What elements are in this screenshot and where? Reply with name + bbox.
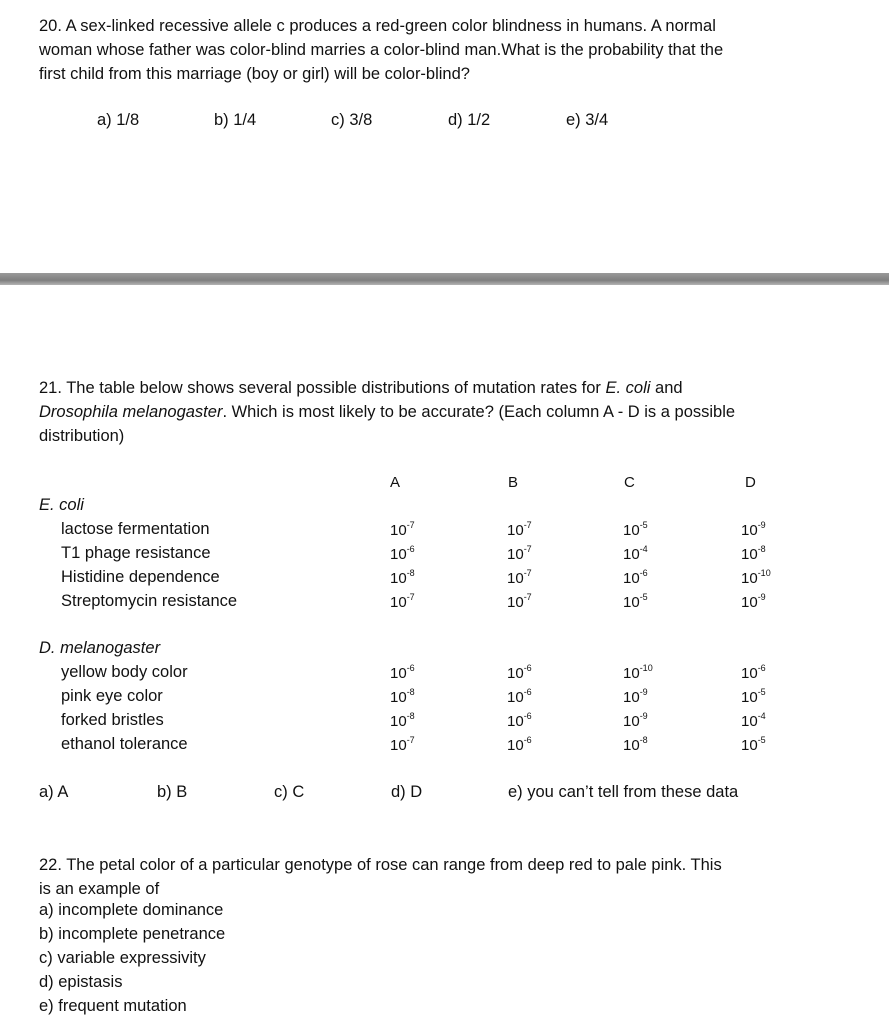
question-20-line-3: first child from this marriage (boy or girl) will be color-blind? — [39, 65, 470, 83]
group-title-ecoli: E. coli — [39, 496, 84, 514]
mutation-rate-cell — [741, 713, 766, 730]
rate-base: 10 — [741, 737, 758, 754]
question-22-line-2: is an example of — [39, 880, 160, 898]
q20-option-a: a) 1/8 — [97, 111, 140, 129]
rate-exponent: -8 — [757, 544, 766, 554]
rate-base: 10 — [623, 594, 640, 611]
rate-base: 10 — [741, 689, 758, 706]
rate-base: 10 — [623, 689, 640, 706]
rate-base: 10 — [741, 546, 758, 563]
rate-exponent: -4 — [639, 544, 648, 554]
rate-exponent: -9 — [639, 711, 648, 721]
rate-base: 10 — [623, 522, 640, 539]
q22-option-a: a) incomplete dominance — [39, 901, 224, 919]
q22-option-e: e) frequent mutation — [39, 997, 187, 1015]
q20-option-c: c) 3/8 — [331, 111, 373, 129]
mutation-rate-cell — [507, 522, 532, 539]
rate-base: 10 — [741, 665, 758, 682]
mutation-rate-cell — [390, 522, 415, 539]
question-20-line-1: 20. A sex-linked recessive allele c produces a red-green color blindness in humans. A normal — [39, 17, 716, 35]
question-20 — [39, 14, 723, 86]
question-20-line-2: woman whose father was color-blind marries a color-blind man.What is the probability that the — [39, 41, 724, 59]
rate-exponent: -8 — [406, 687, 415, 697]
mutation-rate-cell — [390, 546, 415, 563]
rate-base: 10 — [390, 594, 407, 611]
rate-base: 10 — [623, 570, 640, 587]
rate-exponent: -8 — [406, 568, 415, 578]
rate-base: 10 — [623, 665, 640, 682]
mutation-rate-cell — [390, 689, 415, 706]
q22-option-b: b) incomplete penetrance — [39, 925, 226, 943]
mutation-rate-cell — [507, 570, 532, 587]
rate-base: 10 — [507, 546, 524, 563]
mutation-rate-cell — [741, 546, 766, 563]
rate-exponent: -10 — [757, 568, 771, 578]
mutation-rate-cell — [741, 570, 771, 587]
rate-base: 10 — [623, 737, 640, 754]
mutation-rate-cell — [623, 594, 648, 611]
mutation-rate-cell — [507, 689, 532, 706]
q21-answer-a: a) A — [39, 783, 69, 801]
rate-base: 10 — [507, 594, 524, 611]
q21-text: and — [650, 379, 683, 397]
rate-exponent: -7 — [523, 520, 532, 530]
mutation-rate-cell — [507, 546, 532, 563]
rate-base: 10 — [741, 594, 758, 611]
mutation-rate-cell — [623, 713, 648, 730]
page-divider — [0, 273, 889, 285]
rate-base: 10 — [390, 689, 407, 706]
mutation-rate-cell — [507, 665, 532, 682]
rate-base: 10 — [390, 570, 407, 587]
q20-option-d: d) 1/2 — [448, 111, 491, 129]
mutation-rate-cell — [741, 689, 766, 706]
mutation-rate-cell — [741, 594, 766, 611]
q22-option-d: d) epistasis — [39, 973, 123, 991]
mutation-rate-cell — [390, 570, 415, 587]
rate-exponent: -6 — [406, 663, 415, 673]
q20-option-e: e) 3/4 — [566, 111, 609, 129]
rate-exponent: -6 — [523, 687, 532, 697]
mutation-rate-cell — [741, 665, 766, 682]
question-21-line-3: distribution) — [39, 427, 125, 445]
row-label: lactose fermentation — [61, 520, 210, 538]
rate-exponent: -5 — [757, 687, 766, 697]
rate-exponent: -6 — [757, 663, 766, 673]
rate-exponent: -7 — [406, 592, 415, 602]
group-title-drosophila: D. melanogaster — [39, 639, 161, 657]
mutation-rate-cell — [623, 665, 653, 682]
rate-exponent: -7 — [523, 592, 532, 602]
rate-exponent: -7 — [523, 544, 532, 554]
rate-base: 10 — [741, 713, 758, 730]
mutation-rate-cell — [390, 594, 415, 611]
rate-exponent: -7 — [523, 568, 532, 578]
mutation-rate-cell — [741, 737, 766, 754]
rate-exponent: -8 — [406, 711, 415, 721]
question-21 — [39, 376, 735, 448]
rate-base: 10 — [741, 570, 758, 587]
rate-exponent: -9 — [757, 592, 766, 602]
q21-answer-e: e) you can’t tell from these data — [508, 783, 739, 801]
rate-exponent: -5 — [639, 520, 648, 530]
q22-option-c: c) variable expressivity — [39, 949, 206, 967]
q20-option-b: b) 1/4 — [214, 111, 257, 129]
row-label: Streptomycin resistance — [61, 592, 238, 610]
rate-base: 10 — [507, 570, 524, 587]
rate-exponent: -6 — [406, 544, 415, 554]
rate-exponent: -7 — [406, 735, 415, 745]
mutation-rate-cell — [507, 713, 532, 730]
rate-exponent: -6 — [523, 711, 532, 721]
question-22-line-1: 22. The petal color of a particular genotype of rose can range from deep red to pale pink. This — [39, 856, 722, 874]
rate-base: 10 — [507, 665, 524, 682]
rate-base: 10 — [507, 737, 524, 754]
rate-exponent: -6 — [523, 735, 532, 745]
question-21-line-2 — [39, 400, 735, 424]
rate-base: 10 — [741, 522, 758, 539]
rate-exponent: -6 — [523, 663, 532, 673]
q21-species-drosophila: Drosophila melanogaster — [39, 403, 223, 421]
rate-exponent: -9 — [757, 520, 766, 530]
mutation-rate-cell — [741, 522, 766, 539]
q21-answer-d: d) D — [391, 783, 423, 801]
mutation-rate-cell — [390, 713, 415, 730]
mutation-rate-cell — [623, 546, 648, 563]
row-label: T1 phage resistance — [61, 544, 211, 562]
column-header-c: C — [624, 474, 635, 491]
row-label: Histidine dependence — [61, 568, 220, 586]
rate-base: 10 — [507, 522, 524, 539]
q21-text: . Which is most likely to be accurate? (Each column A - D is a possible — [222, 403, 736, 421]
q21-text: 21. The table below shows several possible distributions of mutation rates for — [39, 379, 606, 397]
mutation-rate-cell — [507, 594, 532, 611]
question-22 — [39, 853, 722, 901]
rate-base: 10 — [507, 713, 524, 730]
rate-exponent: -4 — [757, 711, 766, 721]
row-label: yellow body color — [61, 663, 188, 681]
rate-exponent: -9 — [639, 687, 648, 697]
q21-answer-c: c) C — [274, 783, 305, 801]
q21-answer-b: b) B — [157, 783, 188, 801]
rate-exponent: -10 — [639, 663, 653, 673]
mutation-rate-cell — [623, 570, 648, 587]
mutation-rate-cell — [623, 689, 648, 706]
column-header-b: B — [508, 474, 519, 491]
q21-species-ecoli: E. coli — [605, 379, 651, 397]
mutation-rate-cell — [623, 737, 648, 754]
rate-exponent: -6 — [639, 568, 648, 578]
row-label: ethanol tolerance — [61, 735, 188, 753]
mutation-rate-cell — [507, 737, 532, 754]
mutation-rate-cell — [390, 665, 415, 682]
rate-base: 10 — [623, 546, 640, 563]
rate-exponent: -5 — [757, 735, 766, 745]
rate-exponent: -5 — [639, 592, 648, 602]
question-21-line-1 — [39, 376, 735, 400]
rate-exponent: -7 — [406, 520, 415, 530]
rate-exponent: -8 — [639, 735, 648, 745]
column-header-d: D — [745, 474, 756, 491]
rate-base: 10 — [390, 713, 407, 730]
rate-base: 10 — [390, 546, 407, 563]
rate-base: 10 — [390, 737, 407, 754]
rate-base: 10 — [623, 713, 640, 730]
rate-base: 10 — [507, 689, 524, 706]
row-label: pink eye color — [61, 687, 163, 705]
rate-base: 10 — [390, 522, 407, 539]
mutation-rate-cell — [623, 522, 648, 539]
mutation-rate-cell — [390, 737, 415, 754]
rate-base: 10 — [390, 665, 407, 682]
row-label: forked bristles — [61, 711, 164, 729]
column-header-a: A — [390, 474, 401, 491]
